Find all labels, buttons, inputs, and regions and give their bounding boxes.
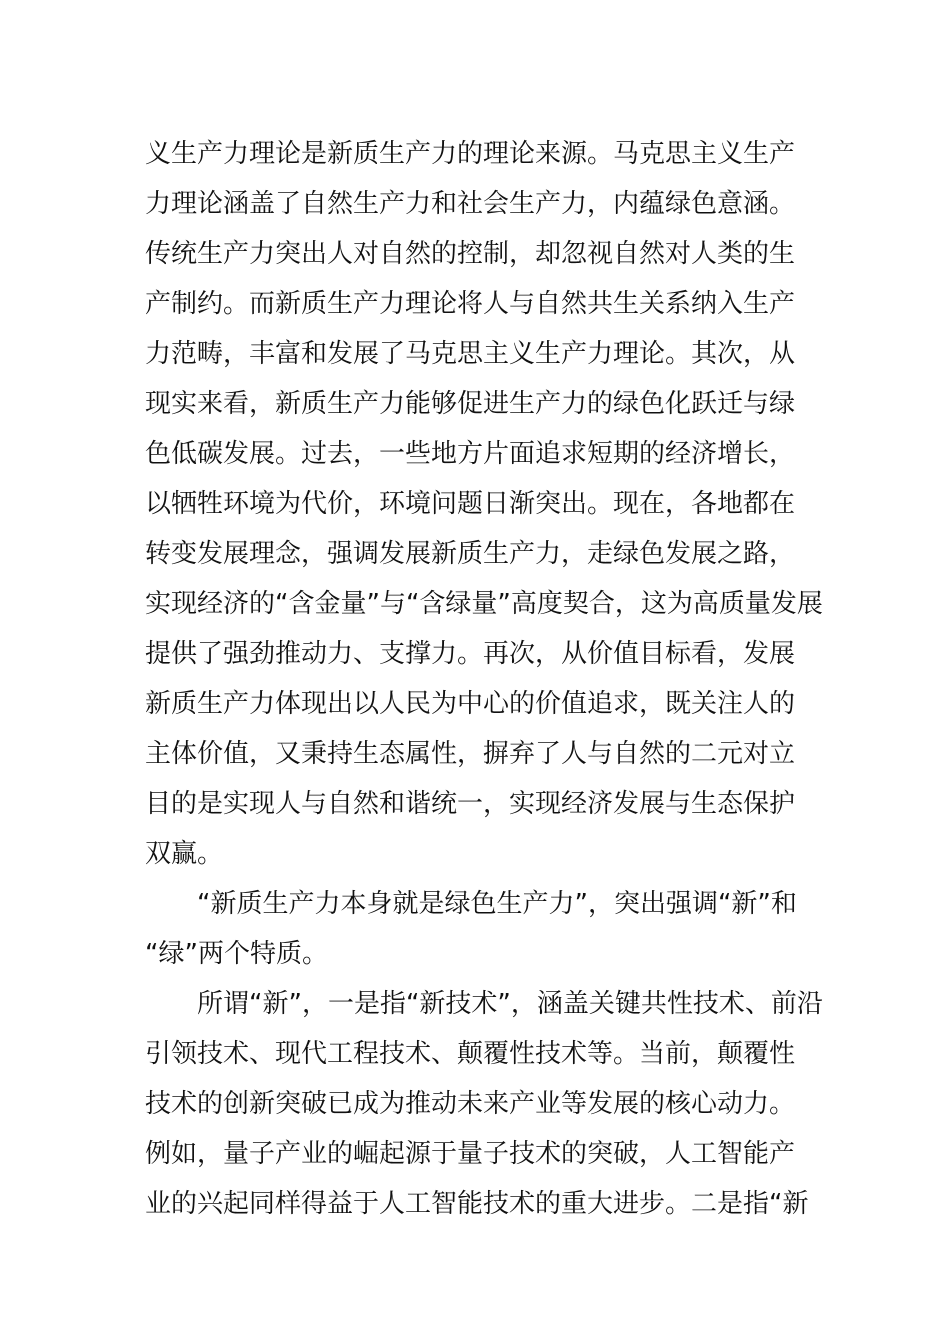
text-line-8: 以牺牲环境为代价，环境问题日渐突出。现在，各地都在 <box>145 489 796 519</box>
text-line-4: 产制约。而新质生产力理论将人与自然共生关系纳入生产 <box>145 289 796 319</box>
text-line-20: 技术的创新突破已成为推动未来产业等发展的核心动力。 <box>145 1089 796 1119</box>
text-line-11: 提供了强劲推动力、支撑力。再次，从价值目标看，发展 <box>145 639 796 669</box>
text-line-14: 目的是实现人与自然和谐统一，实现经济发展与生态保护 <box>145 789 796 819</box>
text-line-18: 所谓“新”，一是指“新技术”，涵盖关键共性技术、前沿 <box>197 989 823 1019</box>
text-line-10: 实现经济的“含金量”与“含绿量”高度契合，这为高质量发展 <box>145 589 823 619</box>
text-line-16: “新质生产力本身就是绿色生产力”，突出强调“新”和 <box>197 889 797 919</box>
text-line-19: 引领技术、现代工程技术、颠覆性技术等。当前，颠覆性 <box>145 1039 796 1069</box>
text-line-5: 力范畴，丰富和发展了马克思主义生产力理论。其次，从 <box>145 339 796 369</box>
text-line-6: 现实来看，新质生产力能够促进生产力的绿色化跃迁与绿 <box>145 389 796 419</box>
text-line-7: 色低碳发展。过去，一些地方片面追求短期的经济增长， <box>145 439 796 469</box>
text-line-2: 力理论涵盖了自然生产力和社会生产力，内蕴绿色意涵。 <box>145 189 796 219</box>
text-line-17: “绿”两个特质。 <box>145 939 328 969</box>
text-line-12: 新质生产力体现出以人民为中心的价值追求，既关注人的 <box>145 689 796 719</box>
body-text <box>145 129 823 1229</box>
text-line-22: 业的兴起同样得益于人工智能技术的重大进步。二是指“新 <box>145 1189 809 1219</box>
text-line-21: 例如，量子产业的崛起源于量子技术的突破，人工智能产 <box>145 1139 796 1169</box>
text-line-1: 义生产力理论是新质生产力的理论来源。马克思主义生产 <box>145 139 796 169</box>
text-line-15: 双赢。 <box>145 839 224 869</box>
text-line-9: 转变发展理念，强调发展新质生产力，走绿色发展之路， <box>145 539 796 569</box>
text-line-13: 主体价值，又秉持生态属性，摒弃了人与自然的二元对立 <box>145 739 796 769</box>
text-line-3: 传统生产力突出人对自然的控制，却忽视自然对人类的生 <box>145 239 796 269</box>
